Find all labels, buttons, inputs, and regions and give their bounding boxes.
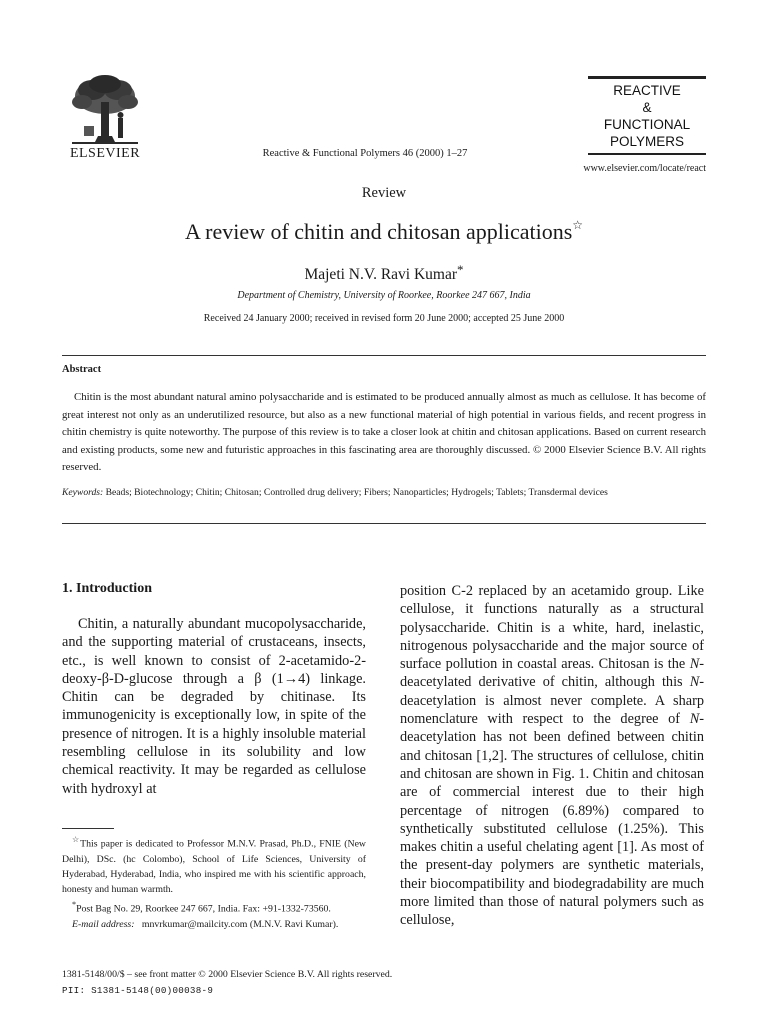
- footnote-rule: [62, 828, 114, 829]
- article-type: Review: [361, 185, 407, 201]
- keywords-label: Keywords:: [62, 487, 104, 498]
- divider: [62, 355, 706, 356]
- footnotes: [62, 832, 366, 932]
- footnote-email: [62, 917, 366, 932]
- body-paragraph-right: [400, 582, 704, 930]
- abstract-text: Chitin is the most abundant natural amino polysaccharide and is estimated to be produced annually almost as much as cellulose. It has become of great interest not only as an underutilized resource, but also as a new functional material of high potential in various fields, and recent progress in chitin chemistry is quite noteworthy. The purpose of this review is to take a closer look at chitin and chitosan applications. Based on current research and existing products, some new and futuristic approaches in this fascinating area are thoroughly discussed. © 2000 Elsevier Science B.V. All rights reserved.: [62, 391, 706, 473]
- journal-logo-rule-top: [588, 76, 706, 79]
- title-footnote-mark: ☆: [572, 218, 584, 232]
- footnote-text: This paper is dedicated to Professor M.N.V. Prasad, Ph.D., FNIE (New Delhi), DSc. (hc Colombo), School of Life Sciences, University of Hyderabad, Hyderabad, India, who inspired me with his scientific approach, honesty and human warmth.: [62, 838, 366, 896]
- journal-url[interactable]: www.elsevier.com/locate/react: [583, 163, 706, 174]
- footnote-mark: *: [72, 900, 77, 910]
- body-text: -deacetylated derivative of chitin, although this: [400, 656, 704, 691]
- body-text-italic: N: [689, 674, 700, 691]
- journal-logo-rule-bottom: [588, 153, 706, 155]
- journal-logo-line: REACTIVE: [613, 83, 681, 98]
- journal-logo-line: FUNCTIONAL: [603, 117, 691, 132]
- body-text: -deacetylation is almost never complete. A sharp nomenclature with respect to the degree of: [400, 674, 704, 728]
- journal-citation: Reactive & Functional Polymers 46 (2000) 1–27: [262, 148, 468, 159]
- body-paragraph-left: Chitin, a naturally abundant mucopolysaccharide, and the supporting material of crustaceans, insects, etc., is well known to consist of 2-acetamido-2-deoxy-β-D-glucose through a β (1→4) linkage. Chitin can be degraded by chitinase. Its immunogenicity is exceptionally low, in spite of the presence of nitrogen. It is a highly insoluble material resembling cellulose in its solubility and low chemical reactivity. It may be regarded as cellulose with hydroxyl at: [62, 616, 366, 797]
- body-text: -deacetylation has not been defined between chitin and chitosan [1,2]. The structures of cellulose, chitin and chitosan are shown in Fig. 1. Chitin and chitosan are of commercial interest due to their high percentage of nitrogen (6.89%) compared to synthetically substituted cellulose (1.25%). This makes chitin a useful chelating agent [1]. As most of the present-day polymers are synthetic materials, their biocompatibility and biodegradability are much more limited than those of natural polymers such as cellulose,: [400, 711, 704, 929]
- abstract-heading: Abstract: [62, 364, 102, 375]
- page-footer: [62, 967, 562, 998]
- footnote-mark: ☆: [72, 835, 81, 844]
- publisher-name: ELSEVIER: [69, 146, 141, 161]
- article-title-text: A review of chitin and chitosan applications: [184, 219, 573, 244]
- author-footnote-mark: *: [457, 262, 464, 277]
- divider: [62, 523, 706, 524]
- body-text-italic: N: [689, 711, 700, 728]
- journal-logo: [588, 82, 706, 150]
- article-title: [0, 218, 768, 245]
- affiliation: Department of Chemistry, University of Roorkee, Roorkee 247 667, India: [237, 290, 531, 301]
- article-dates: Received 24 January 2000; received in revised form 20 June 2000; accepted 25 June 2000: [203, 313, 565, 324]
- author-name: Majeti N.V. Ravi Kumar: [304, 266, 458, 283]
- keywords-list: Beads; Biotechnology; Chitin; Chitosan; Controlled drug delivery; Fibers; Nanoparticles; Hydrogels; Tablets; Transdermal devices: [105, 487, 608, 498]
- footer-copyright: 1381-5148/00/$ – see front matter © 2000 Elsevier Science B.V. All rights reserved.: [62, 969, 393, 980]
- footnote-dedication: [62, 832, 366, 897]
- body-text-italic: N: [689, 656, 700, 673]
- keywords: [62, 485, 706, 501]
- footnote-address: [62, 897, 366, 917]
- email-address[interactable]: mnvrkumar@mailcity.com (M.N.V. Ravi Kumar).: [141, 919, 339, 931]
- section-heading: 1. Introduction: [62, 581, 152, 596]
- journal-logo-line: POLYMERS: [609, 134, 685, 149]
- author: [0, 262, 768, 284]
- body-text: position C-2 replaced by an acetamido group. Like cellulose, it functions naturally as a structural polysaccharide. Chitin is a white, hard, inelastic, nitrogenous polysaccharide and the major source of surface pollution in coastal areas. Chitosan is the: [400, 583, 704, 673]
- email-label: E-mail address:: [72, 919, 135, 931]
- footer-pii: PII: S1381-5148(00)00038-9: [62, 984, 214, 996]
- footnote-text: Post Bag No. 29, Roorkee 247 667, India. Fax: +91-1332-73560.: [76, 903, 331, 915]
- elsevier-tree-icon: [62, 72, 148, 146]
- journal-logo-line: &: [642, 100, 652, 115]
